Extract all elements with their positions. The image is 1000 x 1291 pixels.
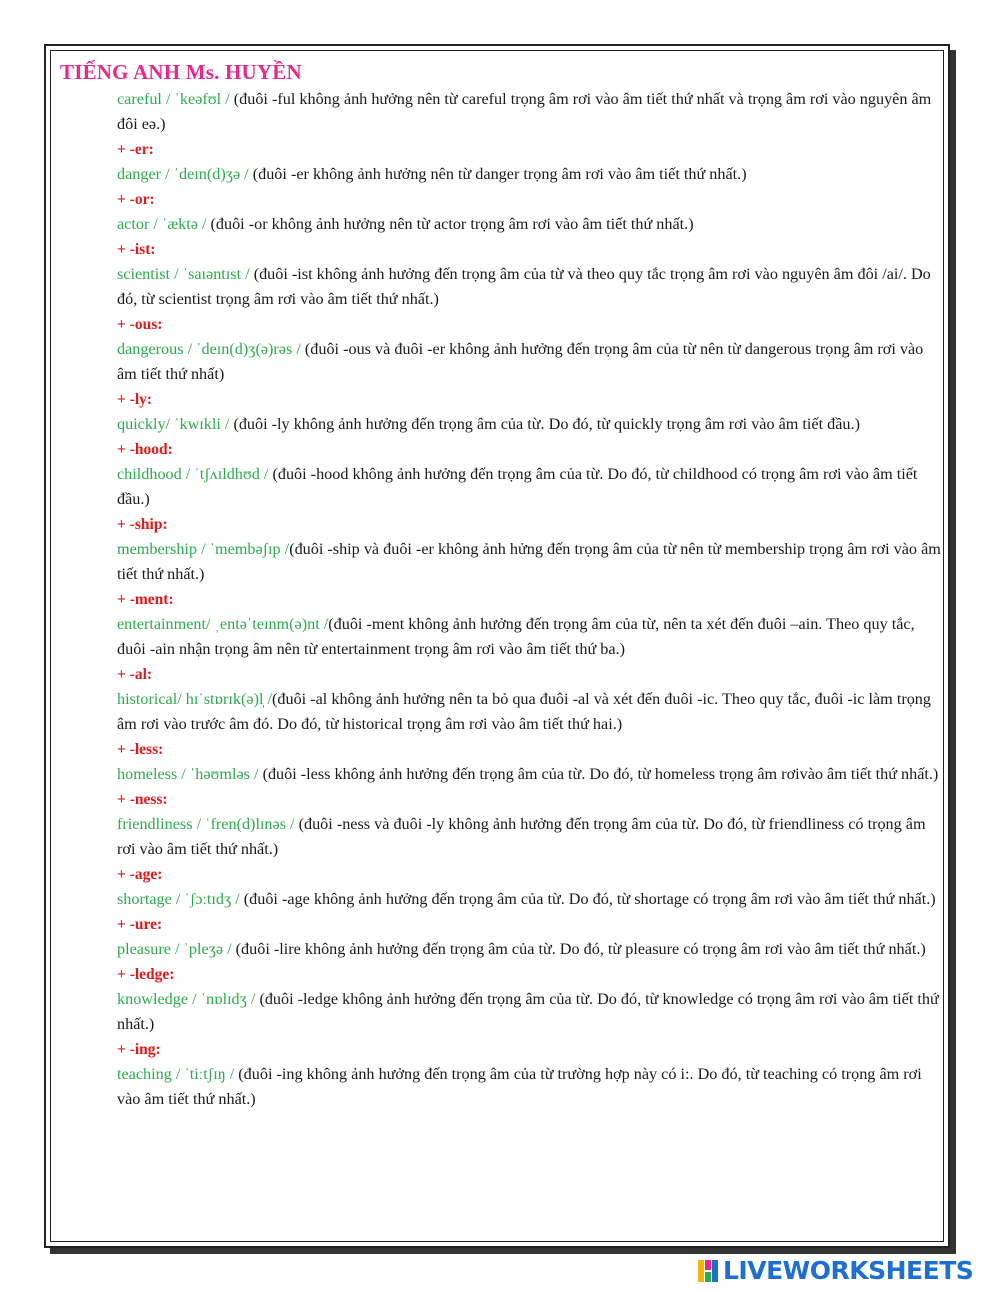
liveworksheets-logo xyxy=(698,1258,973,1284)
entry-explanation: (đuôi -ist không ảnh hưởng đến trọng âm của từ và theo quy tắc trọng âm rơi vào nguyên âm đôi /ai/. Do đó, từ scientist trọng âm rơi vào âm tiết thứ nhất.) xyxy=(117,265,931,308)
entry-word: danger / ˈdeɪn(d)ʒə / xyxy=(117,165,249,183)
entry-word: pleasure / ˈpleʒə / xyxy=(117,940,232,958)
suffix-heading: + -ness: xyxy=(117,791,168,808)
entry-word: historical/ hɪˈstɒrɪk(ə)l̩ / xyxy=(117,690,273,708)
entry-paragraph xyxy=(117,937,942,962)
entry-paragraph xyxy=(117,537,942,587)
suffix-heading: + -hood: xyxy=(117,441,173,458)
entry-explanation: (đuôi -less không ảnh hưởng đến trọng âm của từ. Do đó, từ homeless trọng âm rơivào âm tiết thứ nhất.) xyxy=(258,765,939,783)
suffix-heading: + -ous: xyxy=(117,316,163,333)
page-title: TIẾNG ANH Ms. HUYỀN xyxy=(60,60,302,84)
entry-paragraph xyxy=(117,1062,942,1112)
entry-paragraph xyxy=(117,212,942,237)
suffix-heading: + -al: xyxy=(117,666,153,683)
entry-explanation: (đuôi -ledge không ảnh hưởng đến trọng âm của từ. Do đó, từ knowledge có trọng âm rơi vào âm tiết thứ nhất.) xyxy=(117,990,939,1033)
entry-word: teaching / ˈtiːtʃɪŋ / xyxy=(117,1065,235,1083)
entry-explanation: (đuôi -ment không ảnh hưởng đến trọng âm của từ, nên ta xét đến đuôi –ain. Theo quy tắc, đuôi -ain nhận trọng âm nên từ entertainment trọng âm rơi vào âm tiết thứ ba.) xyxy=(117,615,915,658)
entry-paragraph xyxy=(117,762,942,787)
entry-paragraph xyxy=(117,887,942,912)
entry-word: childhood / ˈtʃʌɪldhʊd / xyxy=(117,465,269,483)
suffix-heading: + -ship: xyxy=(117,516,168,533)
entry-explanation: (đuôi -er không ảnh hưởng nên từ danger trọng âm rơi vào âm tiết thứ nhất.) xyxy=(248,165,747,183)
suffix-heading: + -er: xyxy=(117,141,154,158)
entry-explanation: (đuôi -ness và đuôi -ly không ảnh hưởng đến trọng âm của từ. Do đó, từ friendliness có trọng âm rơi vào âm tiết thứ nhất.) xyxy=(117,815,926,858)
entry-explanation: (đuôi -age không ảnh hưởng đến trọng âm của từ. Do đó, từ shortage có trọng âm rơi vào âm tiết thứ nhất.) xyxy=(239,890,936,908)
entry-explanation: (đuôi -al không ảnh hưởng nên ta bỏ qua đuôi -al và xét đến đuôi -ic. Theo quy tắc, đuôi -ic làm trọng âm rơi vào trước âm đó. Do đó, từ historical trọng âm rơi vào âm tiết thứ hai.) xyxy=(117,690,931,733)
entry-paragraph xyxy=(117,612,942,662)
entry-paragraph xyxy=(117,262,942,312)
entry-explanation: (đuôi -lire không ảnh hưởng đến trọng âm của từ. Do đó, từ pleasure có trọng âm rơi vào âm tiết thứ nhất.) xyxy=(231,940,926,958)
suffix-heading: + -ly: xyxy=(117,391,153,408)
suffix-heading: + -ledge: xyxy=(117,966,175,983)
entry-paragraph xyxy=(117,987,942,1037)
entries-list xyxy=(117,87,942,1112)
entry-explanation: (đuôi -ous và đuôi -er không ảnh hưởng đến trọng âm của từ nên từ dangerous trọng âm rơi vào âm tiết thứ nhất) xyxy=(117,340,924,383)
entry-paragraph xyxy=(117,812,942,862)
frame-shadow-bottom xyxy=(50,1248,956,1254)
entry-explanation: (đuôi -hood không ảnh hưởng đến trọng âm của từ. Do đó, từ childhood có trọng âm rơi vào âm tiết đầu.) xyxy=(117,465,918,508)
entry-word: membership / ˈmembəʃɪp / xyxy=(117,540,290,558)
suffix-heading: + -less: xyxy=(117,741,164,758)
liveworksheets-logo-text: LIVEWORKSHEETS xyxy=(723,1256,974,1285)
entry-explanation: (đuôi -ing không ảnh hưởng đến trọng âm của từ trường hợp này có i:. Do đó, từ teaching có trọng âm rơi vào âm tiết thứ nhất.) xyxy=(117,1065,922,1108)
entry-word: actor / ˈæktə / xyxy=(117,215,207,233)
entry-word: dangerous / ˈdeɪn(d)ʒ(ə)rəs / xyxy=(117,340,301,358)
entry-paragraph xyxy=(117,412,942,437)
entry-explanation: (đuôi -ful không ảnh hưởng nên từ careful trọng âm rơi vào âm tiết thứ nhất và trọng âm rơi vào nguyên âm đôi eə.) xyxy=(117,90,932,133)
suffix-heading: + -ist: xyxy=(117,241,156,258)
entry-word: entertainment/ ˌentəˈteɪnm(ə)nt / xyxy=(117,615,329,633)
entry-explanation: (đuôi -ship và đuôi -er không ảnh hửng đến trọng âm của từ nên từ membership trọng âm rơi vào âm tiết thứ nhất.) xyxy=(117,540,941,583)
suffix-heading: + -age: xyxy=(117,866,163,883)
entry-paragraph xyxy=(117,337,942,387)
entry-word: homeless / ˈhəʊmləs / xyxy=(117,765,259,783)
entry-explanation: (đuôi -or không ảnh hưởng nên từ actor trọng âm rơi vào âm tiết thứ nhất.) xyxy=(206,215,694,233)
entry-word: quickly/ ˈkwɪkli / xyxy=(117,415,230,433)
entry-paragraph xyxy=(117,87,942,137)
entry-word: friendliness / ˈfren(d)lɪnəs / xyxy=(117,815,295,833)
liveworksheets-logo-icon xyxy=(698,1258,720,1284)
entry-word: scientist / ˈsaɪəntɪst / xyxy=(117,265,250,283)
entry-word: shortage / ˈʃɔːtɪdʒ / xyxy=(117,890,240,908)
frame-shadow-right xyxy=(950,50,956,1254)
entry-explanation: (đuôi -ly không ảnh hưởng đến trọng âm của từ. Do đó, từ quickly trọng âm rơi vào âm tiết đầu.) xyxy=(229,415,860,433)
entry-word: careful / ˈkeəfʊl / xyxy=(117,90,230,108)
entry-paragraph xyxy=(117,162,942,187)
suffix-heading: + -ing: xyxy=(117,1041,161,1058)
suffix-heading: + -or: xyxy=(117,191,155,208)
suffix-heading: + -ment: xyxy=(117,591,174,608)
entry-paragraph xyxy=(117,462,942,512)
entry-word: knowledge / ˈnɒlɪdʒ / xyxy=(117,990,256,1008)
suffix-heading: + -ure: xyxy=(117,916,163,933)
entry-paragraph xyxy=(117,687,942,737)
